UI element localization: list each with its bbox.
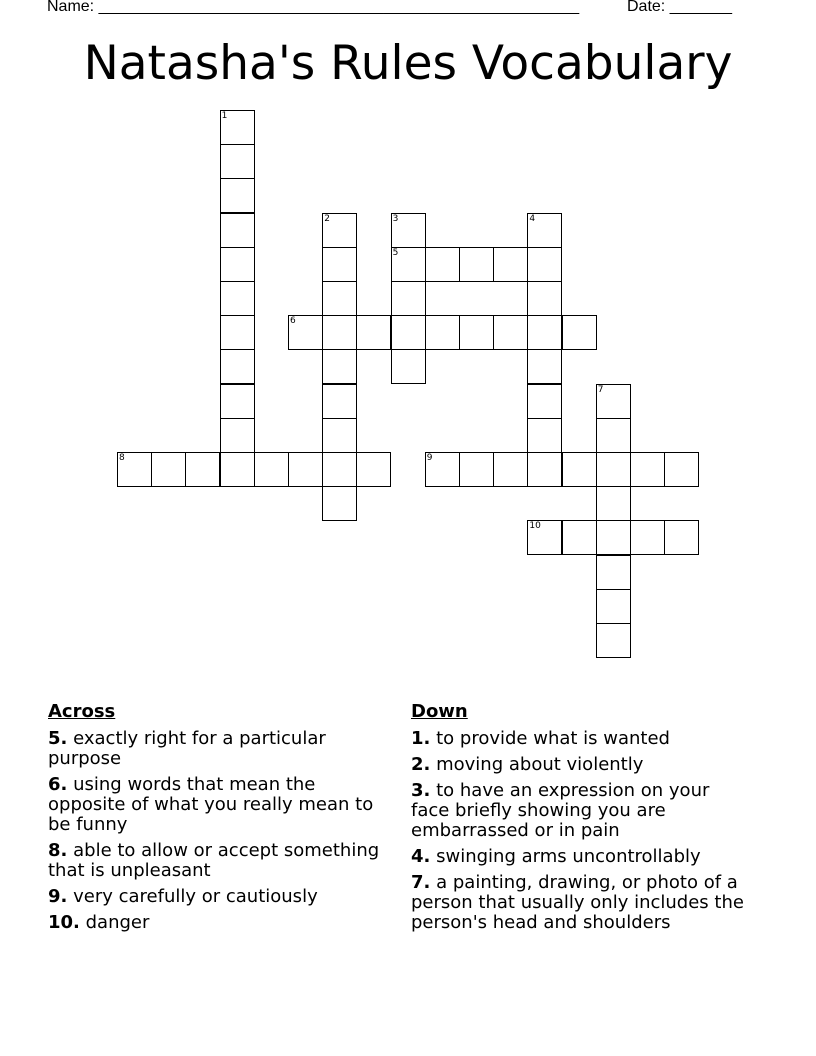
clue-text: danger <box>85 912 150 933</box>
grid-cell[interactable] <box>322 486 357 521</box>
grid-cell[interactable] <box>664 452 699 487</box>
clue-number: 1. <box>411 728 431 749</box>
grid-cell[interactable] <box>322 349 357 384</box>
grid-cell[interactable] <box>391 247 426 282</box>
clue-text: using words that mean the opposite of what you really mean to be funny <box>48 774 374 835</box>
clue-number: 9. <box>48 886 68 907</box>
grid-cell[interactable] <box>562 452 597 487</box>
clue-number-label: 4 <box>529 213 536 224</box>
across-clue <box>48 887 398 907</box>
clue-number: 10. <box>48 912 80 933</box>
grid-cell[interactable] <box>220 315 255 350</box>
grid-cell[interactable] <box>527 281 562 316</box>
grid-cell[interactable] <box>664 520 699 555</box>
grid-cell[interactable] <box>220 418 255 453</box>
grid-cell[interactable] <box>425 247 460 282</box>
grid-cell[interactable] <box>527 384 562 419</box>
clue-number: 4. <box>411 846 431 867</box>
across-clue <box>48 913 398 933</box>
grid-cell[interactable] <box>288 315 323 350</box>
clue-text: to provide what is wanted <box>436 728 670 749</box>
grid-cell[interactable] <box>527 247 562 282</box>
clue-number: 5. <box>48 728 68 749</box>
clue-number-label: 8 <box>119 453 125 463</box>
clue-number: 2. <box>411 754 431 775</box>
grid-cell[interactable] <box>288 452 323 487</box>
grid-cell[interactable] <box>356 452 391 487</box>
grid-cell[interactable] <box>425 452 460 487</box>
grid-cell[interactable] <box>220 110 255 145</box>
grid-cell[interactable] <box>220 178 255 213</box>
grid-cell[interactable] <box>220 281 255 316</box>
grid-cell[interactable] <box>391 281 426 316</box>
grid-cell[interactable] <box>391 315 426 350</box>
grid-cell[interactable] <box>117 452 152 487</box>
grid-cell[interactable] <box>220 213 255 248</box>
grid-cell[interactable] <box>220 349 255 384</box>
clue-number-label: 1 <box>221 111 228 121</box>
grid-cell[interactable] <box>220 452 255 487</box>
grid-cell[interactable] <box>322 315 357 350</box>
grid-cell[interactable] <box>527 452 562 487</box>
grid-cell[interactable] <box>527 418 562 453</box>
grid-cell[interactable] <box>596 486 631 521</box>
grid-cell[interactable] <box>596 384 631 419</box>
clue-text: to have an expression on your face briefly showing you are embarrassed or in pain <box>411 780 710 841</box>
grid-cell[interactable] <box>596 589 631 624</box>
grid-cell[interactable] <box>322 213 357 248</box>
grid-cell[interactable] <box>527 349 562 384</box>
across-clue <box>48 841 398 881</box>
grid-cell[interactable] <box>322 452 357 487</box>
grid-cell[interactable] <box>596 623 631 658</box>
grid-cell[interactable] <box>220 144 255 179</box>
page-title: Natasha's Rules Vocabulary <box>83 36 733 91</box>
clue-number-label: 2 <box>324 213 330 224</box>
grid-cell[interactable] <box>630 452 665 487</box>
date-line: Date: _______ <box>627 0 732 15</box>
grid-cell[interactable] <box>220 384 255 419</box>
clue-text: a painting, drawing, or photo of a person that usually only includes the person's head and shoulders <box>411 872 744 933</box>
clue-text: moving about violently <box>436 754 644 775</box>
grid-cell[interactable] <box>527 315 562 350</box>
clue-text: exactly right for a particular purpose <box>48 728 326 769</box>
clue-number: 6. <box>48 774 68 795</box>
grid-cell[interactable] <box>596 418 631 453</box>
down-clues <box>411 702 751 939</box>
clue-number-label: 5 <box>392 247 399 258</box>
grid-cell[interactable] <box>596 520 631 555</box>
grid-cell[interactable] <box>493 452 528 487</box>
clue-text: able to allow or accept something that is unpleasant <box>48 840 380 881</box>
name-line: Name: ______________________________________________________ <box>47 0 580 15</box>
grid-cell[interactable] <box>322 247 357 282</box>
grid-cell[interactable] <box>459 315 494 350</box>
clue-number-label: 6 <box>290 316 296 327</box>
clue-number-label: 10 <box>529 521 541 532</box>
clue-number: 3. <box>411 780 431 801</box>
across-heading: Across <box>48 701 116 722</box>
clue-number-label: 3 <box>392 213 399 224</box>
grid-cell[interactable] <box>459 452 494 487</box>
clue-number-label: 9 <box>426 453 433 463</box>
across-clue <box>48 775 398 835</box>
grid-cell[interactable] <box>527 213 562 248</box>
down-clue <box>411 755 751 775</box>
down-clue <box>411 873 751 933</box>
down-clue <box>411 847 751 867</box>
grid-cell[interactable] <box>562 520 597 555</box>
grid-cell[interactable] <box>220 247 255 282</box>
grid-cell[interactable] <box>596 452 631 487</box>
grid-cell[interactable] <box>493 247 528 282</box>
grid-cell[interactable] <box>425 315 460 350</box>
grid-cell[interactable] <box>391 349 426 384</box>
clue-number: 8. <box>48 840 68 861</box>
grid-cell[interactable] <box>391 213 426 248</box>
down-clue <box>411 781 751 841</box>
grid-cell[interactable] <box>562 315 597 350</box>
across-clue <box>48 729 398 769</box>
grid-cell[interactable] <box>356 315 391 350</box>
down-clue <box>411 729 751 749</box>
grid-cell[interactable] <box>630 520 665 555</box>
grid-cell[interactable] <box>459 247 494 282</box>
grid-cell[interactable] <box>322 418 357 453</box>
grid-cell[interactable] <box>254 452 289 487</box>
grid-cell[interactable] <box>185 452 220 487</box>
grid-cell[interactable] <box>596 555 631 590</box>
clue-number-label: 7 <box>597 384 604 395</box>
across-clues <box>48 702 398 939</box>
clue-number: 7. <box>411 872 431 893</box>
clue-text: very carefully or cautiously <box>73 886 318 907</box>
grid-cell[interactable] <box>527 520 562 555</box>
clue-text: swinging arms uncontrollably <box>436 846 701 867</box>
down-heading: Down <box>411 701 468 722</box>
grid-cell[interactable] <box>322 281 357 316</box>
grid-cell[interactable] <box>151 452 186 487</box>
grid-cell[interactable] <box>322 384 357 419</box>
grid-cell[interactable] <box>493 315 528 350</box>
